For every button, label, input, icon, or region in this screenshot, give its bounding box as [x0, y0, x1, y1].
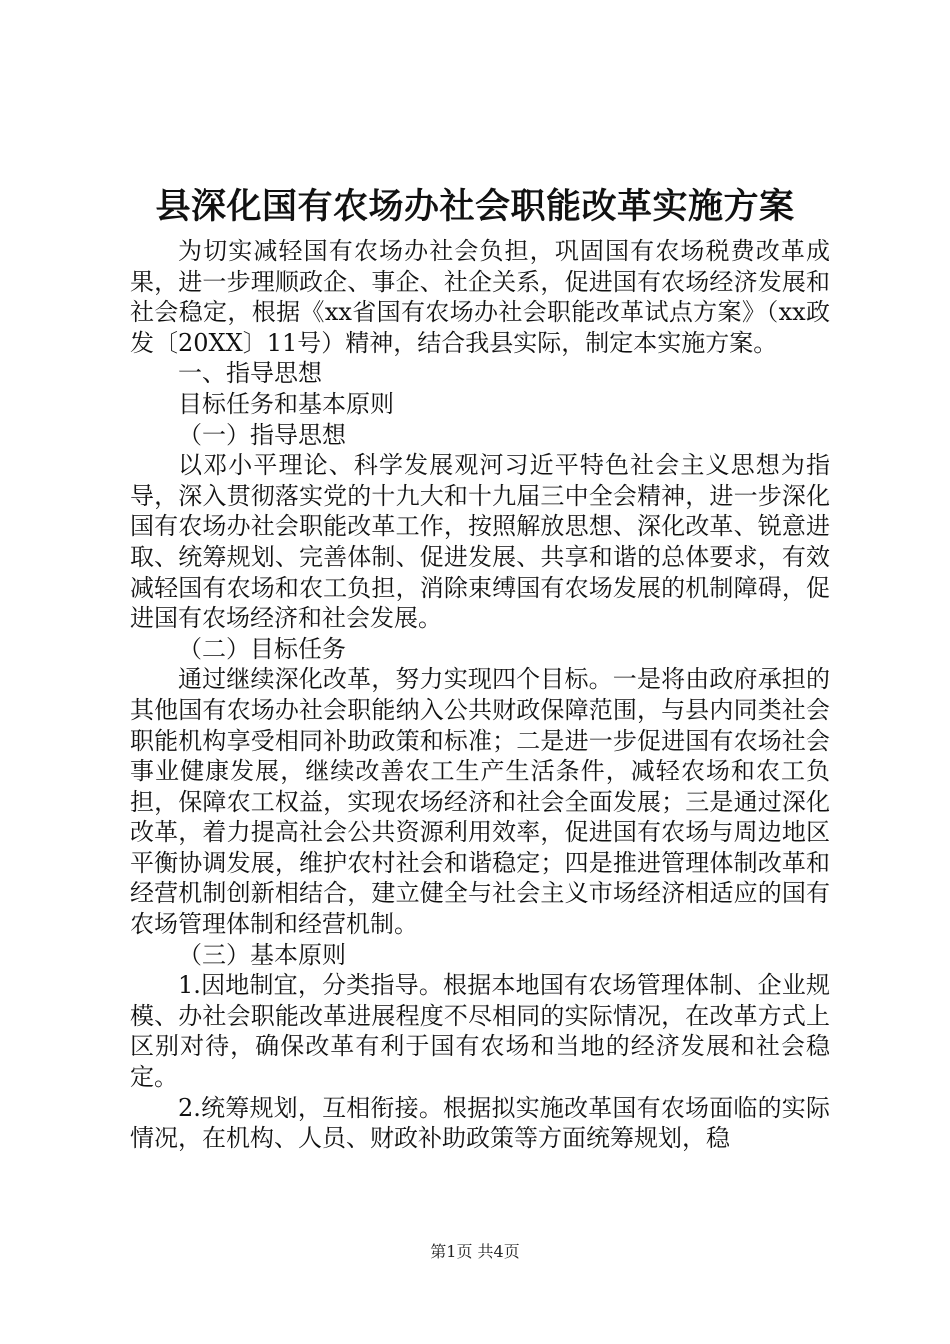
page-footer: 第1页 共4页 — [430, 1242, 520, 1261]
document-title: 县深化国有农场办社会职能改革实施方案 — [155, 186, 795, 227]
paragraph-intro: 为切实减轻国有农场办社会负担，巩固国有农场税费改革成果，进一步理顺政企、事企、社企关系，促进国有农场经济发展和社会稳定，根据《xx省国有农场办社会职能改革试点方案》（xx政发〔20XX〕11号）精神，结合我县实际，制定本实施方案。 — [130, 237, 830, 357]
subheading-principles: （三）基本原则 — [178, 940, 346, 969]
paragraph-principle-2: 2.统筹规划，互相衔接。根据拟实施改革国有农场面临的实际情况，在机构、人员、财政补助政策等方面统筹规划，稳 — [130, 1093, 830, 1153]
paragraph-guiding-thought: 以邓小平理论、科学发展观河习近平特色社会主义思想为指导，深入贯彻落实党的十九大和十九届三中全会精神，进一步深化国有农场办社会职能改革工作，按照解放思想、深化改革、锐意进取、统筹规划、完善体制、促进发展、共享和谐的总体要求，有效减轻国有农场和农工负担，消除束缚国有农场发展的机制障碍，促进国有农场经济和社会发展。 — [130, 451, 830, 633]
heading-goals-principles: 目标任务和基本原则 — [178, 389, 394, 418]
document-body — [130, 236, 830, 1154]
paragraph-goals: 通过继续深化改革，努力实现四个目标。一是将由政府承担的其他国有农场办社会职能纳入公共财政保障范围，与县内同类社会职能机构享受相同补助政策和标准；二是进一步促进国有农场社会事业健康发展，继续改善农工生产生活条件，减轻农场和农工负担，保障农工权益，实现农场经济和社会全面发展；三是通过深化改革，着力提高社会公共资源利用效率，促进国有农场与周边地区平衡协调发展，维护农村社会和谐稳定；四是推进管理体制改革和经营机制创新相结合，建立健全与社会主义市场经济相适应的国有农场管理体制和经营机制。 — [130, 665, 830, 939]
paragraph-principle-1: 1.因地制宜，分类指导。根据本地国有农场管理体制、企业规模、办社会职能改革进展程度不尽相同的实际情况，在改革方式上区别对待，确保改革有利于国有农场和当地的经济发展和社会稳定。 — [130, 971, 830, 1092]
subheading-goals: （二）目标任务 — [178, 634, 346, 663]
subheading-guiding-thought: （一）指导思想 — [178, 420, 346, 449]
heading-guiding-thought: 一、指导思想 — [178, 359, 322, 388]
